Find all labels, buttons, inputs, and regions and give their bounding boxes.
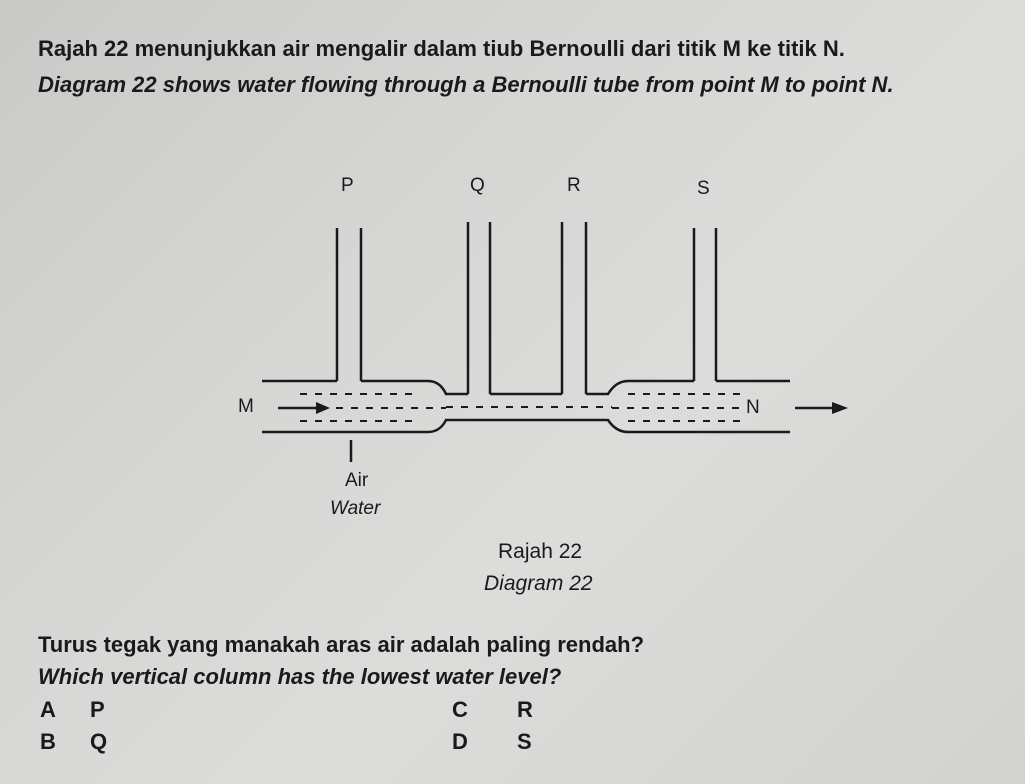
water-dashes (300, 394, 740, 421)
column-label-q: Q (470, 175, 485, 196)
question-intro-en: Diagram 22 shows water flowing through a Bernoulli tube from point M to point N. (38, 72, 894, 97)
arrow-out-head (832, 402, 848, 414)
point-label-m: M (238, 396, 254, 417)
option-c-text: R (517, 697, 533, 722)
tube-bottom-wall (262, 420, 790, 432)
column-label-s: S (697, 178, 710, 199)
diagram-caption-en: Diagram 22 (484, 572, 593, 595)
option-d-letter: D (452, 729, 468, 754)
question-prompt-ms: Turus tegak yang manakah aras air adalah paling rendah? (38, 632, 645, 657)
question-prompt-en: Which vertical column has the lowest water level? (38, 664, 562, 689)
fluid-label-ms: Air (345, 470, 369, 491)
arrow-in-head (316, 402, 330, 414)
option-a-letter: A (40, 697, 56, 722)
question-intro-ms: Rajah 22 menunjukkan air mengalir dalam tiub Bernoulli dari titik M ke titik N. (38, 36, 845, 61)
option-a-text: P (90, 697, 105, 722)
option-c-letter: C (452, 697, 468, 722)
option-b-text: Q (90, 729, 108, 754)
column-label-r: R (567, 175, 581, 196)
fluid-label-en: Water (330, 498, 381, 519)
option-b-letter: B (40, 729, 56, 754)
option-d-text: S (517, 729, 532, 754)
point-label-n: N (746, 397, 760, 418)
column-label-p: P (341, 175, 354, 196)
diagram-caption-ms: Rajah 22 (498, 540, 583, 563)
tube-top-wall (262, 381, 790, 394)
